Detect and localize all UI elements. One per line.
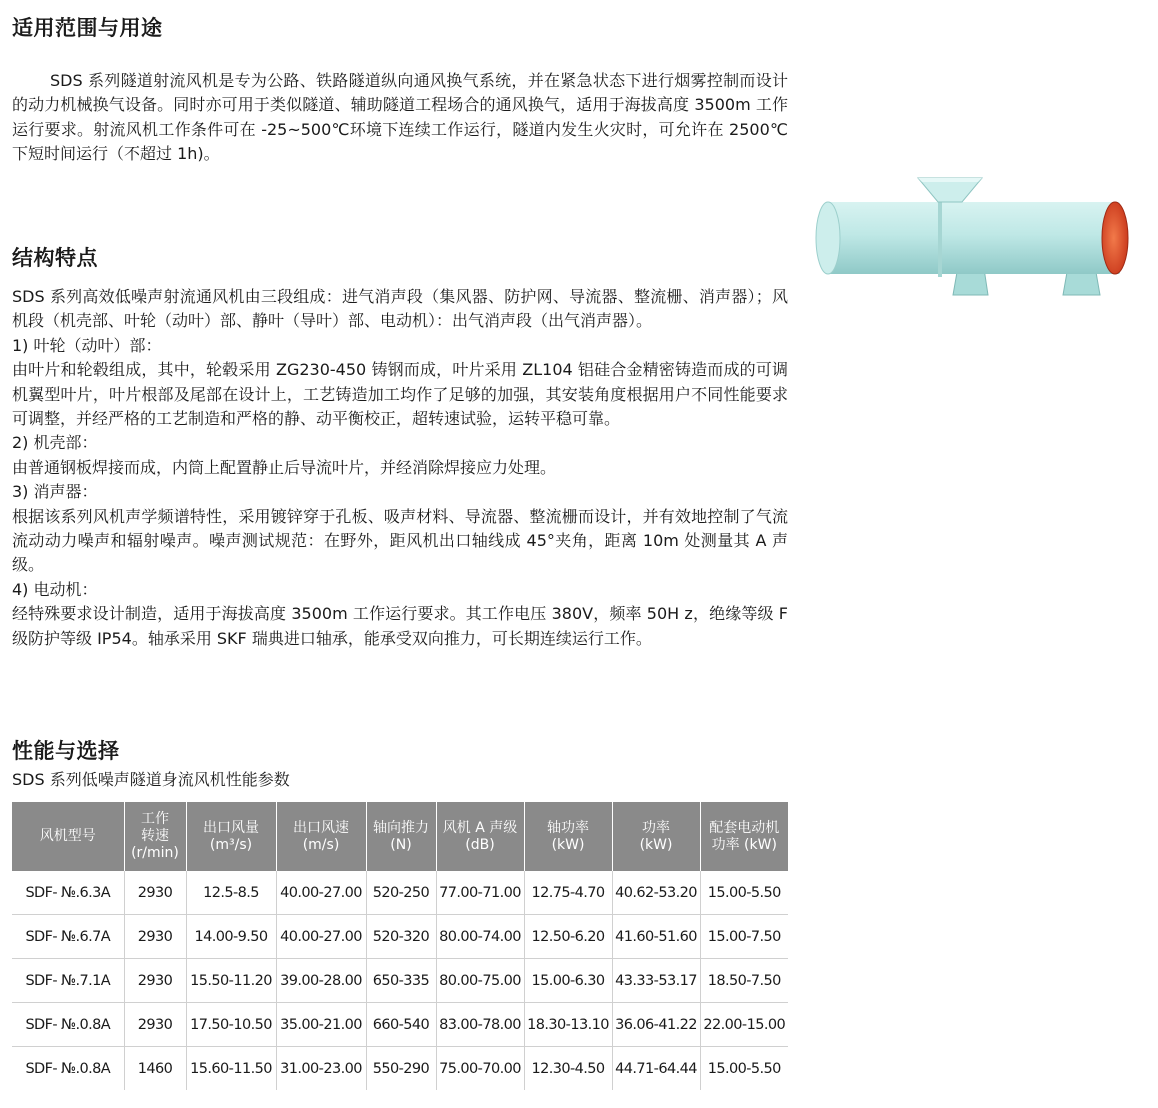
table-cell: 2930 — [124, 1003, 186, 1047]
table-header-line: 出口风量 — [203, 819, 259, 836]
table-header-line: 工作 — [141, 811, 169, 827]
table-row — [12, 1047, 788, 1091]
table-cell: 40.00-27.00 — [276, 915, 366, 959]
table-cell: SDF- №.6.7A — [12, 915, 124, 959]
table-header-line: 轴功率 — [547, 819, 589, 836]
table-header-line: 出口风速 — [293, 819, 349, 836]
fan-flange — [938, 199, 942, 277]
table-header-cell — [524, 802, 612, 871]
table-header-line: 功率 (kW) — [711, 836, 777, 853]
table-cell: 15.60-11.50 — [186, 1047, 276, 1091]
table-header-row — [12, 802, 788, 871]
section-title-structure: 结构特点 — [12, 246, 98, 270]
table-header-cell — [276, 802, 366, 871]
structure-intro: SDS 系列高效低噪声射流通风机由三段组成：进气消声段（集风器、防护网、导流器、整流栅、消声器）；风机段（机壳部、叶轮（动叶）部、静叶（导叶）部、电动机）：出气消声段（出气消声器）。 — [12, 287, 788, 331]
table-header-cell — [700, 802, 788, 871]
section-title-scope: 适用范围与用途 — [12, 16, 163, 40]
fan-inlet-end — [816, 202, 840, 274]
table-cell: 2930 — [124, 959, 186, 1003]
table-cell: 15.00-5.50 — [707, 1060, 781, 1077]
fan-outlet — [1102, 202, 1128, 274]
casing-heading: 2) 机壳部： — [12, 433, 98, 453]
silencer-text: 根据该系列风机声学频谱特性，采用镀锌穿于孔板、吸声材料、导流器、整流栅而设计，并有效地控制了气流流动动力噪声和辐射噪声。噪声测试规范：在野外，距风机出口轴线成 45°夹角，距离 10m 处测量其 A 声级。 — [12, 506, 788, 575]
silencer-heading: 3) 消声器： — [12, 482, 98, 502]
table-cell: 40.62-53.20 — [612, 871, 700, 915]
table-cell: 43.33-53.17 — [612, 959, 700, 1003]
table-header-cell — [366, 802, 436, 871]
table-cell: 80.00-75.00 — [436, 959, 524, 1003]
casing-text: 由普通钢板焊接而成，内筒上配置静止后导流叶片，并经消除焊接应力处理。 — [12, 457, 557, 477]
motor-text: 经特殊要求设计制造，适用于海拔高度 3500m 工作运行要求。其工作电压 380V，频率 50H z，绝缘等级 F 级防护等级 IP54。轴承采用 SKF 瑞典进口轴承，能承受双向推力，可长期连续运行工作。 — [12, 604, 788, 648]
table-cell: 36.06-41.22 — [612, 1003, 700, 1047]
table-cell: 14.00-9.50 — [186, 915, 276, 959]
table-cell: 15.50-11.20 — [186, 959, 276, 1003]
table-cell: 650-335 — [366, 959, 436, 1003]
table-cell: 31.00-23.00 — [276, 1047, 366, 1091]
impeller-text: 由叶片和轮毂组成，其中，轮毂采用 ZG230-450 铸钢而成，叶片采用 ZL104 铝硅合金精密铸造而成的可调机翼型叶片，叶片根部及尾部在设计上，工艺铸造加工均作了足够的加强，其安装角度根据用户不同性能要求可调整，并经严格的工艺制造和严格的静、动平衡校正，超转速试验，运转平稳可靠。 — [12, 360, 788, 429]
table-cell: 41.60-51.60 — [612, 915, 700, 959]
table-header-cell — [186, 802, 276, 871]
table-cell: 22.00-15.00 — [700, 1003, 788, 1047]
table-header-line: 功率 — [642, 819, 670, 836]
table-header-cell — [436, 802, 524, 871]
table-cell: 40.00-27.00 — [276, 871, 366, 915]
table-header-line: (N) — [390, 836, 412, 853]
table-header-line: 配套电动机 — [709, 819, 780, 836]
impeller-heading: 1) 叶轮（动叶）部： — [12, 335, 162, 355]
table-cell: SDF- №.6.3A — [12, 871, 124, 915]
table-cell: 17.50-10.50 — [186, 1003, 276, 1047]
table-cell: SDF- №.0.8A — [12, 1047, 124, 1091]
table-cell: 2930 — [124, 915, 186, 959]
table-cell: 12.50-6.20 — [524, 915, 612, 959]
fan-cylinder — [828, 202, 1120, 274]
table-cell: 12.30-4.50 — [524, 1047, 612, 1091]
table-row — [12, 871, 788, 915]
table-header-line: (kW) — [639, 836, 673, 853]
table-cell: 83.00-78.00 — [436, 1003, 524, 1047]
table-cell: 77.00-71.00 — [436, 871, 524, 915]
performance-table — [12, 802, 788, 1090]
table-cell: 15.00-6.30 — [524, 959, 612, 1003]
table-header-line: 风机型号 — [39, 828, 96, 844]
table-cell: 75.00-70.00 — [436, 1047, 524, 1091]
table-header-line: 轴向推力 — [373, 819, 429, 836]
table-cell: 15.00-7.50 — [700, 915, 788, 959]
table-header-line: (dB) — [465, 836, 495, 853]
table-header-cell — [612, 802, 700, 871]
table-cell: 39.00-28.00 — [276, 959, 366, 1003]
table-cell: 80.00-74.00 — [436, 915, 524, 959]
table-cell: 15.00-5.50 — [700, 871, 788, 915]
table-header-line: (kW) — [551, 836, 585, 853]
table-row — [12, 1003, 788, 1047]
jet-fan-illustration — [810, 175, 1135, 305]
table-row — [12, 915, 788, 959]
table-row — [12, 959, 788, 1003]
table-cell: 520-250 — [366, 871, 436, 915]
table-cell: 12.5-8.5 — [186, 871, 276, 915]
motor-heading: 4) 电动机： — [12, 579, 98, 599]
table-cell: SDF- №.7.1A — [12, 959, 124, 1003]
table-cell: 18.50-7.50 — [700, 959, 788, 1003]
table-header-line: (m/s) — [302, 836, 340, 853]
table-header-line: 转速 — [141, 828, 169, 844]
table-cell: 35.00-21.00 — [276, 1003, 366, 1047]
table-cell: 550-290 — [366, 1047, 436, 1091]
table-subtitle: SDS 系列低噪声隧道身流风机性能参数 — [12, 770, 290, 789]
table-cell: SDF- №.0.8A — [12, 1003, 124, 1047]
table-body — [12, 871, 788, 1090]
table-cell: 12.75-4.70 — [524, 871, 612, 915]
table-header-cell — [12, 802, 124, 871]
table-header-cell — [124, 802, 186, 871]
section-title-performance: 性能与选择 — [12, 739, 120, 763]
table-cell: 2930 — [124, 871, 186, 915]
table-cell: 520-320 — [366, 915, 436, 959]
structure-text — [12, 285, 788, 651]
table-cell: 44.71-64.44 — [612, 1047, 700, 1091]
table-header-line: (r/min) — [131, 845, 179, 861]
table-cell: 660-540 — [366, 1003, 436, 1047]
table-cell: 18.30-13.10 — [524, 1003, 612, 1047]
table-cell: 1460 — [124, 1047, 186, 1091]
scope-paragraph: SDS 系列隧道射流风机是专为公路、铁路隧道纵向通风换气系统，并在紧急状态下进行烟雾控制而设计的动力机械换气设备。同时亦可用于类似隧道、辅助隧道工程场合的通风换气，适用于海拔高度 3500m 工作运行要求。射流风机工作条件可在 -25~500℃环境下连续工作运行，隧道内发生火灾时，可允许在 2500℃下短时间运行（不超过 1h)。 — [12, 71, 788, 163]
table-header-line: (m³/s) — [209, 836, 253, 853]
table-header-line: 风机 A 声级 — [442, 819, 518, 836]
